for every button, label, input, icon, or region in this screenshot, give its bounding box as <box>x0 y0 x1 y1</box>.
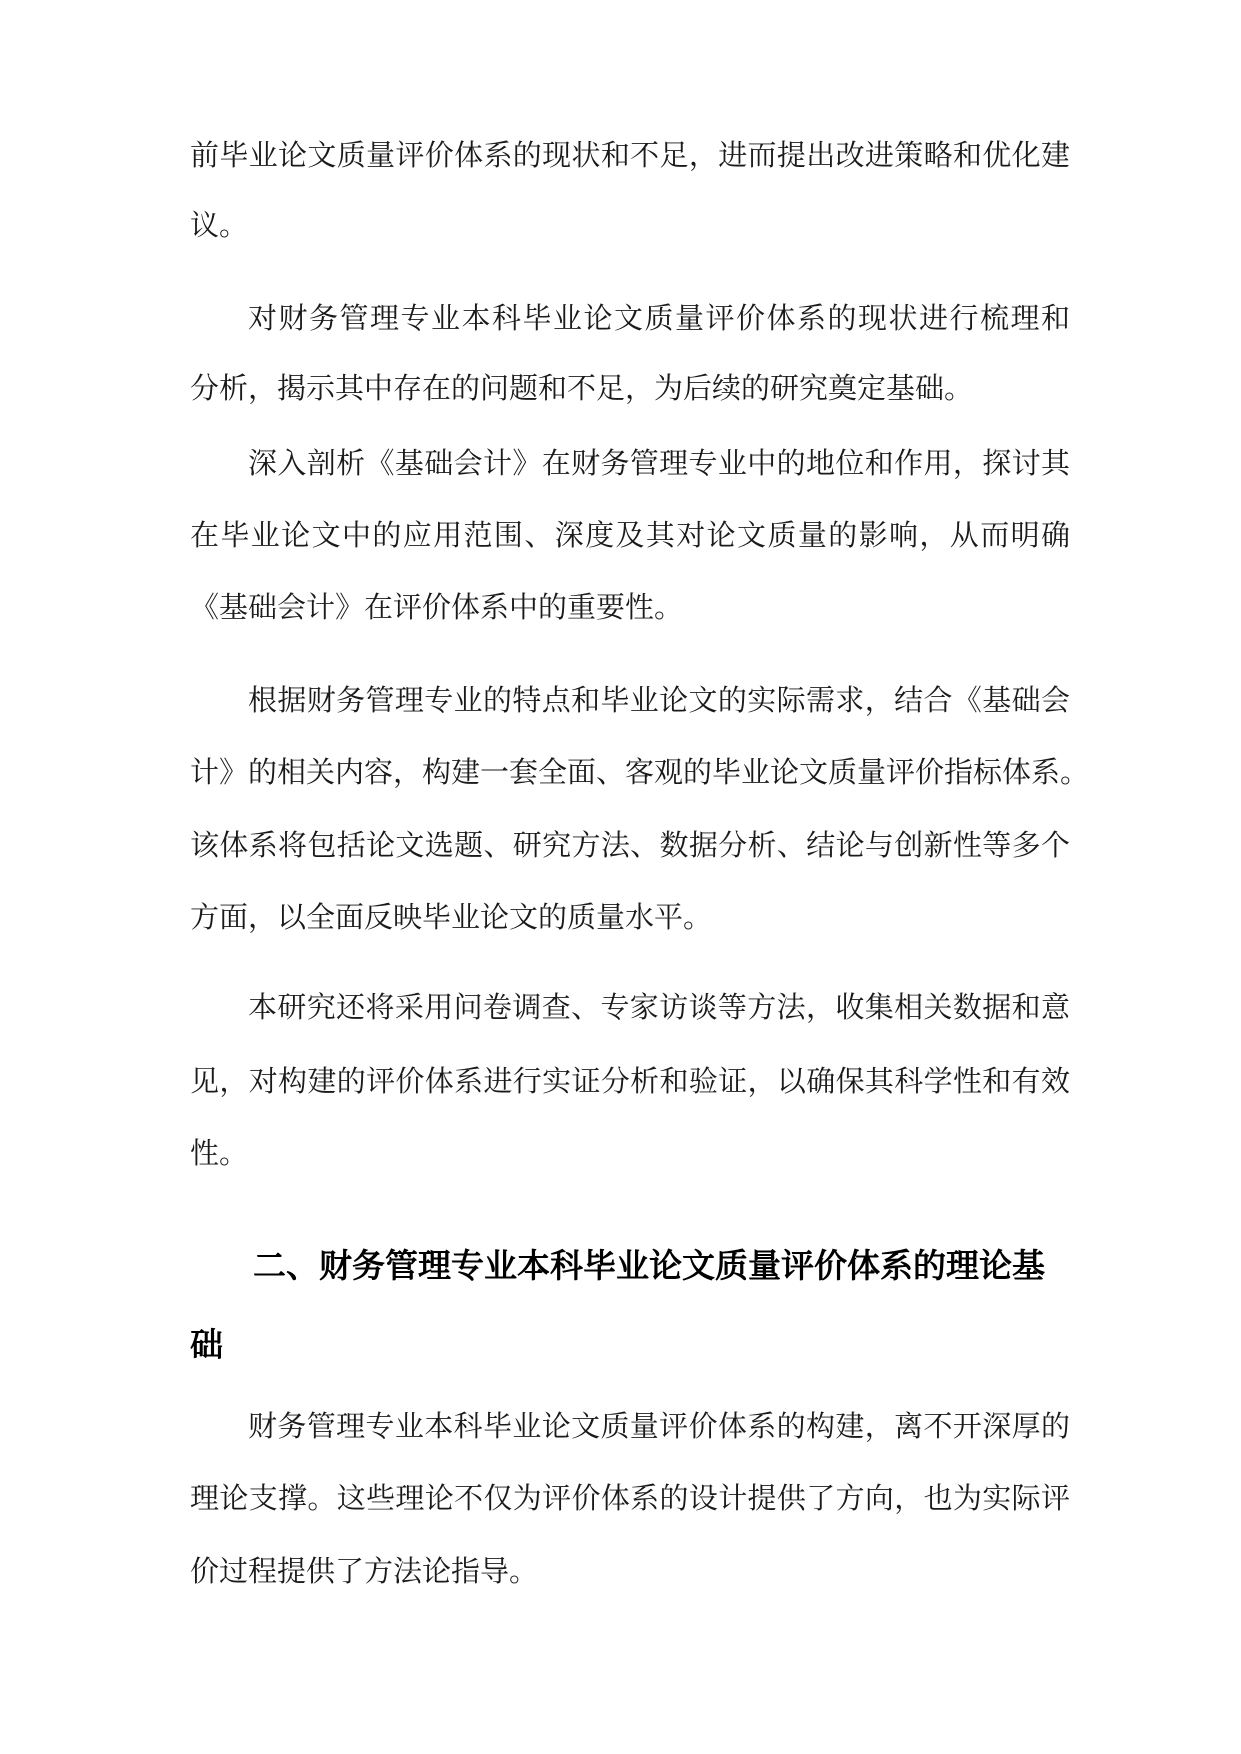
paragraph-1-line-1: 前毕业论文质量评价体系的现状和不足，进而提出改进策略和优化建 <box>190 138 1070 172</box>
closing-paragraph-line-2: 理论支撑。这些理论不仅为评价体系的设计提供了方向，也为实际评 <box>190 1481 1070 1515</box>
section-heading-line-1: 二、财务管理专业本科毕业论文质量评价体系的理论基 <box>253 1246 1045 1285</box>
paragraph-3-line-1: 深入剖析《基础会计》在财务管理专业中的地位和作用，探讨其 <box>248 446 1070 480</box>
paragraph-5-line-1: 本研究还将采用问卷调查、专家访谈等方法，收集相关数据和意 <box>248 990 1070 1024</box>
paragraph-5-line-3: 性。 <box>190 1136 249 1170</box>
closing-paragraph-line-1: 财务管理专业本科毕业论文质量评价体系的构建，离不开深厚的 <box>248 1409 1070 1443</box>
paragraph-2-line-2: 分析，揭示其中存在的问题和不足，为后续的研究奠定基础。 <box>190 371 974 405</box>
paragraph-2-line-1: 对财务管理专业本科毕业论文质量评价体系的现状进行梳理和 <box>248 301 1070 335</box>
paragraph-4-line-1: 根据财务管理专业的特点和毕业论文的实际需求，结合《基础会 <box>248 683 1070 717</box>
closing-paragraph-line-3: 价过程提供了方法论指导。 <box>190 1554 539 1588</box>
paragraph-4-line-4: 方面，以全面反映毕业论文的质量水平。 <box>190 900 713 934</box>
paragraph-3-line-2: 在毕业论文中的应用范围、深度及其对论文质量的影响，从而明确 <box>190 518 1070 552</box>
paragraph-1-line-2: 议。 <box>190 208 249 242</box>
section-heading-line-2: 础 <box>190 1325 223 1364</box>
paragraph-4-line-3: 该体系将包括论文选题、研究方法、数据分析、结论与创新性等多个 <box>190 828 1070 862</box>
paragraph-3-line-3: 《基础会计》在评价体系中的重要性。 <box>190 590 684 624</box>
paragraph-4-line-2: 计》的相关内容，构建一套全面、客观的毕业论文质量评价指标体系。 <box>190 755 1090 789</box>
paragraph-5-line-2: 见，对构建的评价体系进行实证分析和验证，以确保其科学性和有效 <box>190 1064 1070 1098</box>
